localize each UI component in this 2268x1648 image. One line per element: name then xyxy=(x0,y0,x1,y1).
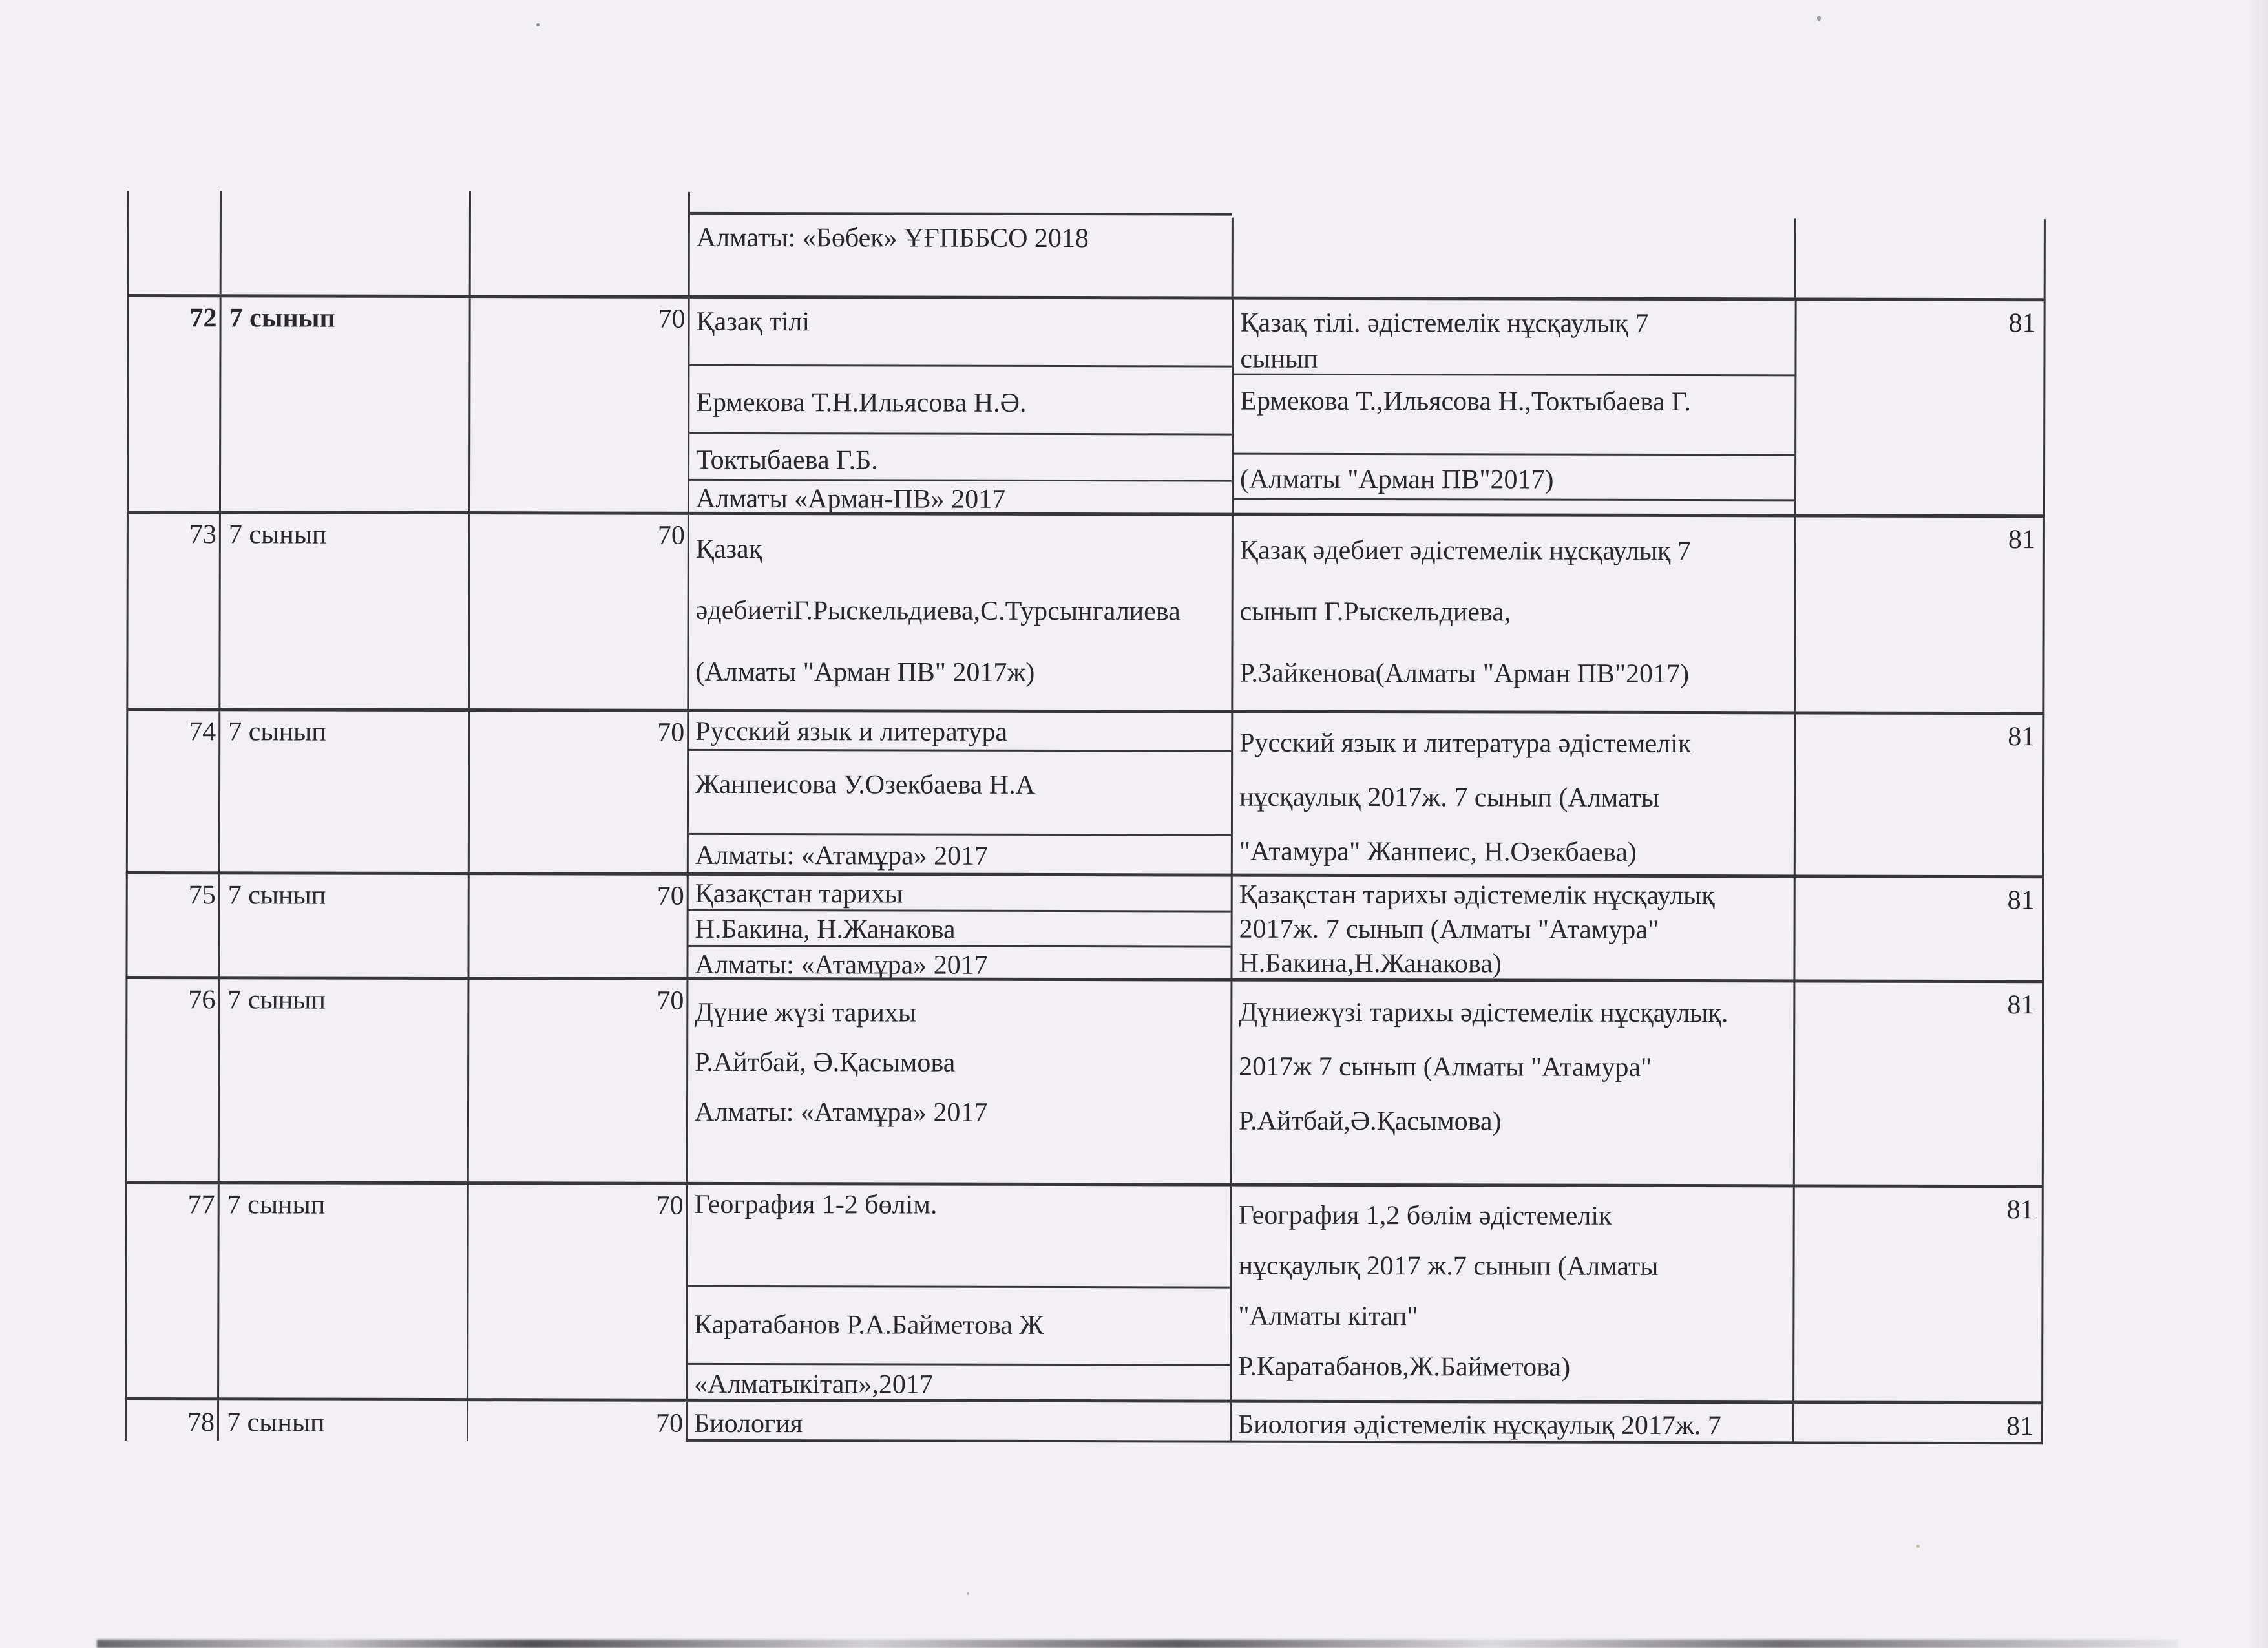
book-author-cell xyxy=(688,1287,1230,1366)
quantity: 70 xyxy=(656,881,684,911)
guide-line: География 1,2 бөлім әдістемелік xyxy=(1238,1200,1612,1231)
guide-cell xyxy=(1231,516,1794,712)
grade-cell xyxy=(217,1400,467,1441)
guide-cell xyxy=(1231,713,1794,880)
guide-line: Қазақ әдебиет әдістемелік нұсқаулық 7 xyxy=(1239,535,1692,567)
book-cell xyxy=(688,192,1232,297)
book-title: География 1-2 бөлім. xyxy=(694,1189,938,1220)
guide-line: Қазақ тілі. әдістемелік нұсқаулық 7 xyxy=(1240,308,1649,339)
row-number: 75 xyxy=(188,880,216,911)
quantity-cell xyxy=(467,875,686,980)
guide-line: Дүниежүзі тарихы әдістемелік нұсқаулық. xyxy=(1239,997,1728,1029)
guide-line: Р.Айтбай,Ә.Қасымова) xyxy=(1238,1106,1502,1137)
grade-label: 7 сынып xyxy=(228,717,326,747)
guide-publisher-cell xyxy=(1234,455,1794,502)
book-publisher: Алматы: «Бөбек» ҰҒПББСО 2018 xyxy=(696,222,1089,254)
table-row xyxy=(127,294,2046,514)
row-number: 78 xyxy=(187,1408,215,1438)
table-row xyxy=(126,708,2045,875)
quantity-cell xyxy=(468,514,688,709)
guide-line: Қазақстан тарихы әдістемелік нұсқаулық xyxy=(1239,880,1715,911)
book-author: Н.Бакина, Н.Жанакова xyxy=(695,914,956,945)
quantity: 70 xyxy=(657,520,685,551)
row-number-cell xyxy=(125,979,218,1181)
dust-speck xyxy=(536,23,540,26)
book-title-cell xyxy=(688,980,1231,1183)
book-line: (Алматы "Арман ПВ" 2017ж) xyxy=(695,657,1035,688)
book-title-cell xyxy=(688,1185,1230,1289)
book-publisher-cell xyxy=(688,947,1230,982)
guide-line: сынып xyxy=(1240,344,1318,374)
row-number: 73 xyxy=(189,520,216,550)
book-publisher: Алматы «Арман-ПВ» 2017 xyxy=(695,483,1006,514)
book-cell xyxy=(686,876,1230,982)
row-number-cell xyxy=(126,514,219,708)
book-publisher: Алматы: «Атамұра» 2017 xyxy=(695,949,988,980)
grade-cell xyxy=(218,979,468,1181)
quantity-cell xyxy=(468,712,688,878)
book-author: Каратабанов Р.А.Байметова Ж xyxy=(694,1309,1044,1340)
book-cell xyxy=(687,515,1232,710)
guide-line: нұсқаулық 2017ж. 7 сынып (Алматы xyxy=(1239,782,1660,813)
textbook-inventory-table xyxy=(125,191,2046,1444)
book-author: Жанпеисова У.Озекбаева Н.А xyxy=(695,769,1036,800)
guide-author-cell xyxy=(1234,375,1794,456)
book-title-cell xyxy=(688,1402,1230,1441)
book-title: Қазақ тілі xyxy=(696,306,810,337)
quantity: 70 xyxy=(657,717,685,748)
row-number-cell xyxy=(127,191,220,294)
total-count: 81 xyxy=(2006,1195,2034,1225)
total-cell xyxy=(1795,194,2046,298)
grade-label: 7 сынып xyxy=(227,1190,326,1220)
guide-cell xyxy=(1232,193,1795,298)
book-title-cell xyxy=(689,712,1231,752)
book-line: Алматы: «Атамұра» 2017 xyxy=(694,1097,988,1128)
book-title: Биология xyxy=(693,1408,803,1439)
table-row xyxy=(125,976,2044,1185)
total-cell xyxy=(1794,301,2046,517)
book-author-cell xyxy=(689,911,1231,948)
row-number-cell xyxy=(127,297,220,513)
total-count: 81 xyxy=(2007,885,2035,916)
total-count: 81 xyxy=(2007,990,2035,1020)
quantity-cell xyxy=(467,1185,686,1400)
table-row xyxy=(125,871,2044,980)
book-cell xyxy=(687,712,1232,879)
guide-title-cell xyxy=(1233,713,1794,880)
guide-cell xyxy=(1230,1403,1792,1444)
book-title: Қазақстан тарихы xyxy=(695,878,903,909)
quantity: 70 xyxy=(655,1408,684,1439)
scanner-edge-smudge xyxy=(97,1640,2178,1648)
table-row xyxy=(126,511,2045,712)
book-publisher-cell xyxy=(689,481,1232,516)
total-cell xyxy=(1792,1404,2043,1444)
guide-line: сынып Г.Рыскельдиева, xyxy=(1239,597,1511,628)
guide-cell xyxy=(1230,1187,1793,1402)
quantity-cell xyxy=(467,1401,686,1442)
guide-title-cell xyxy=(1234,300,1794,377)
guide-line: нұсқаулық 2017 ж.7 сынып (Алматы xyxy=(1238,1251,1659,1282)
book-author-cell xyxy=(689,434,1232,482)
row-number-cell xyxy=(126,711,219,876)
row-number: 72 xyxy=(189,303,217,333)
book-author: Токтыбаева Г.Б. xyxy=(696,445,878,476)
quantity: 70 xyxy=(656,986,684,1016)
book-line: әдебиетіГ.Рыскельдиева,С.Турсынгалиева xyxy=(695,595,1181,627)
total-cell xyxy=(1792,1187,2044,1402)
book-publisher-cell xyxy=(688,1365,1230,1401)
book-author-cell xyxy=(689,366,1232,436)
grade-cell xyxy=(220,191,469,295)
guide-line: 2017ж 7 сынып (Алматы "Атамура" xyxy=(1239,1051,1652,1083)
total-count: 81 xyxy=(2008,722,2035,752)
guide-line: Р.Зайкенова(Алматы "Арман ПВ"2017) xyxy=(1239,658,1690,690)
book-title-cell xyxy=(689,876,1231,913)
grade-label: 7 сынып xyxy=(228,520,327,550)
row-number: 74 xyxy=(189,717,216,747)
total-cell xyxy=(1794,714,2045,880)
book-line: Дүние жүзі тарихы xyxy=(695,997,917,1028)
grade-cell xyxy=(218,514,468,708)
total-cell xyxy=(1794,517,2045,712)
total-count: 81 xyxy=(2008,308,2036,339)
guide-line: "Атамура" Жанпеис, Н.Озекбаева) xyxy=(1239,836,1637,867)
book-cell xyxy=(688,299,1232,516)
guide-line: Н.Бакина,Н.Жанакова) xyxy=(1239,948,1502,979)
book-publisher: Алматы: «Атамұра» 2017 xyxy=(695,840,989,871)
guide-line: Р.Каратабанов,Ж.Байметова) xyxy=(1238,1351,1571,1382)
book-cell xyxy=(686,1185,1230,1401)
grade-label: 7 сынып xyxy=(227,985,326,1015)
guide-line: "Алматы кітап" xyxy=(1238,1301,1418,1332)
total-count: 81 xyxy=(2008,525,2035,555)
quantity-cell xyxy=(467,980,687,1182)
quantity: 70 xyxy=(658,304,686,334)
table-row xyxy=(125,1397,2043,1444)
guide-cell xyxy=(1230,982,1794,1185)
guide-line: 2017ж. 7 сынып (Алматы "Атамура" xyxy=(1239,914,1659,945)
quantity-cell xyxy=(468,298,688,514)
book-author-cell xyxy=(689,751,1231,836)
dust-speck xyxy=(1916,1545,1920,1548)
dust-speck xyxy=(967,1592,969,1595)
book-author: Ермекова Т.Н.Ильясова Н.Ә. xyxy=(696,387,1027,418)
guide-cell xyxy=(1232,300,1795,517)
book-line: Қазақ xyxy=(695,534,762,565)
total-count: 81 xyxy=(2006,1411,2034,1442)
guide-title-cell xyxy=(1232,1403,1792,1442)
row-number: 76 xyxy=(188,985,216,1015)
guide-line: Биология әдістемелік нұсқаулық 2017ж. 7 xyxy=(1237,1410,1721,1441)
row-number-cell xyxy=(125,874,218,979)
grade-cell xyxy=(217,1184,467,1399)
guide-title-cell xyxy=(1233,516,1794,712)
guide-cell xyxy=(1230,877,1793,983)
guide-title-cell xyxy=(1232,1187,1793,1402)
guide-line: Русский язык и литература әдістемелік xyxy=(1239,728,1692,759)
book-title-cell xyxy=(689,299,1232,368)
total-cell xyxy=(1793,982,2044,1185)
guide-title-cell xyxy=(1232,982,1794,1185)
book-title: Русский язык и литература xyxy=(695,716,1008,747)
guide-line: (Алматы "Арман ПВ"2017) xyxy=(1240,464,1554,495)
book-publisher-cell xyxy=(690,212,1232,297)
total-cell xyxy=(1793,878,2044,983)
table-row xyxy=(125,1181,2044,1401)
row-number-cell xyxy=(125,1184,218,1399)
grade-label: 7 сынып xyxy=(226,1408,325,1438)
guide-title-cell xyxy=(1232,877,1793,983)
dust-speck xyxy=(1817,16,1821,21)
grade-cell xyxy=(218,874,467,980)
grade-label: 7 сынып xyxy=(229,303,335,333)
book-publisher: «Алматыкітап»,2017 xyxy=(694,1369,933,1400)
quantity-cell xyxy=(469,191,688,295)
book-cell xyxy=(686,980,1231,1183)
book-title-cell xyxy=(689,515,1232,710)
row-number: 77 xyxy=(187,1190,215,1220)
table-row-carryover xyxy=(127,191,2046,298)
guide-line: Ермекова Т.,Ильясова Н.,Токтыбаева Г. xyxy=(1240,386,1691,417)
book-cell xyxy=(686,1402,1230,1443)
grade-cell xyxy=(218,711,468,877)
book-line: Р.Айтбай, Ә.Қасымова xyxy=(695,1047,956,1078)
grade-label: 7 сынып xyxy=(227,880,326,911)
quantity: 70 xyxy=(656,1190,684,1221)
grade-cell xyxy=(219,297,469,514)
row-number-cell xyxy=(125,1400,217,1441)
